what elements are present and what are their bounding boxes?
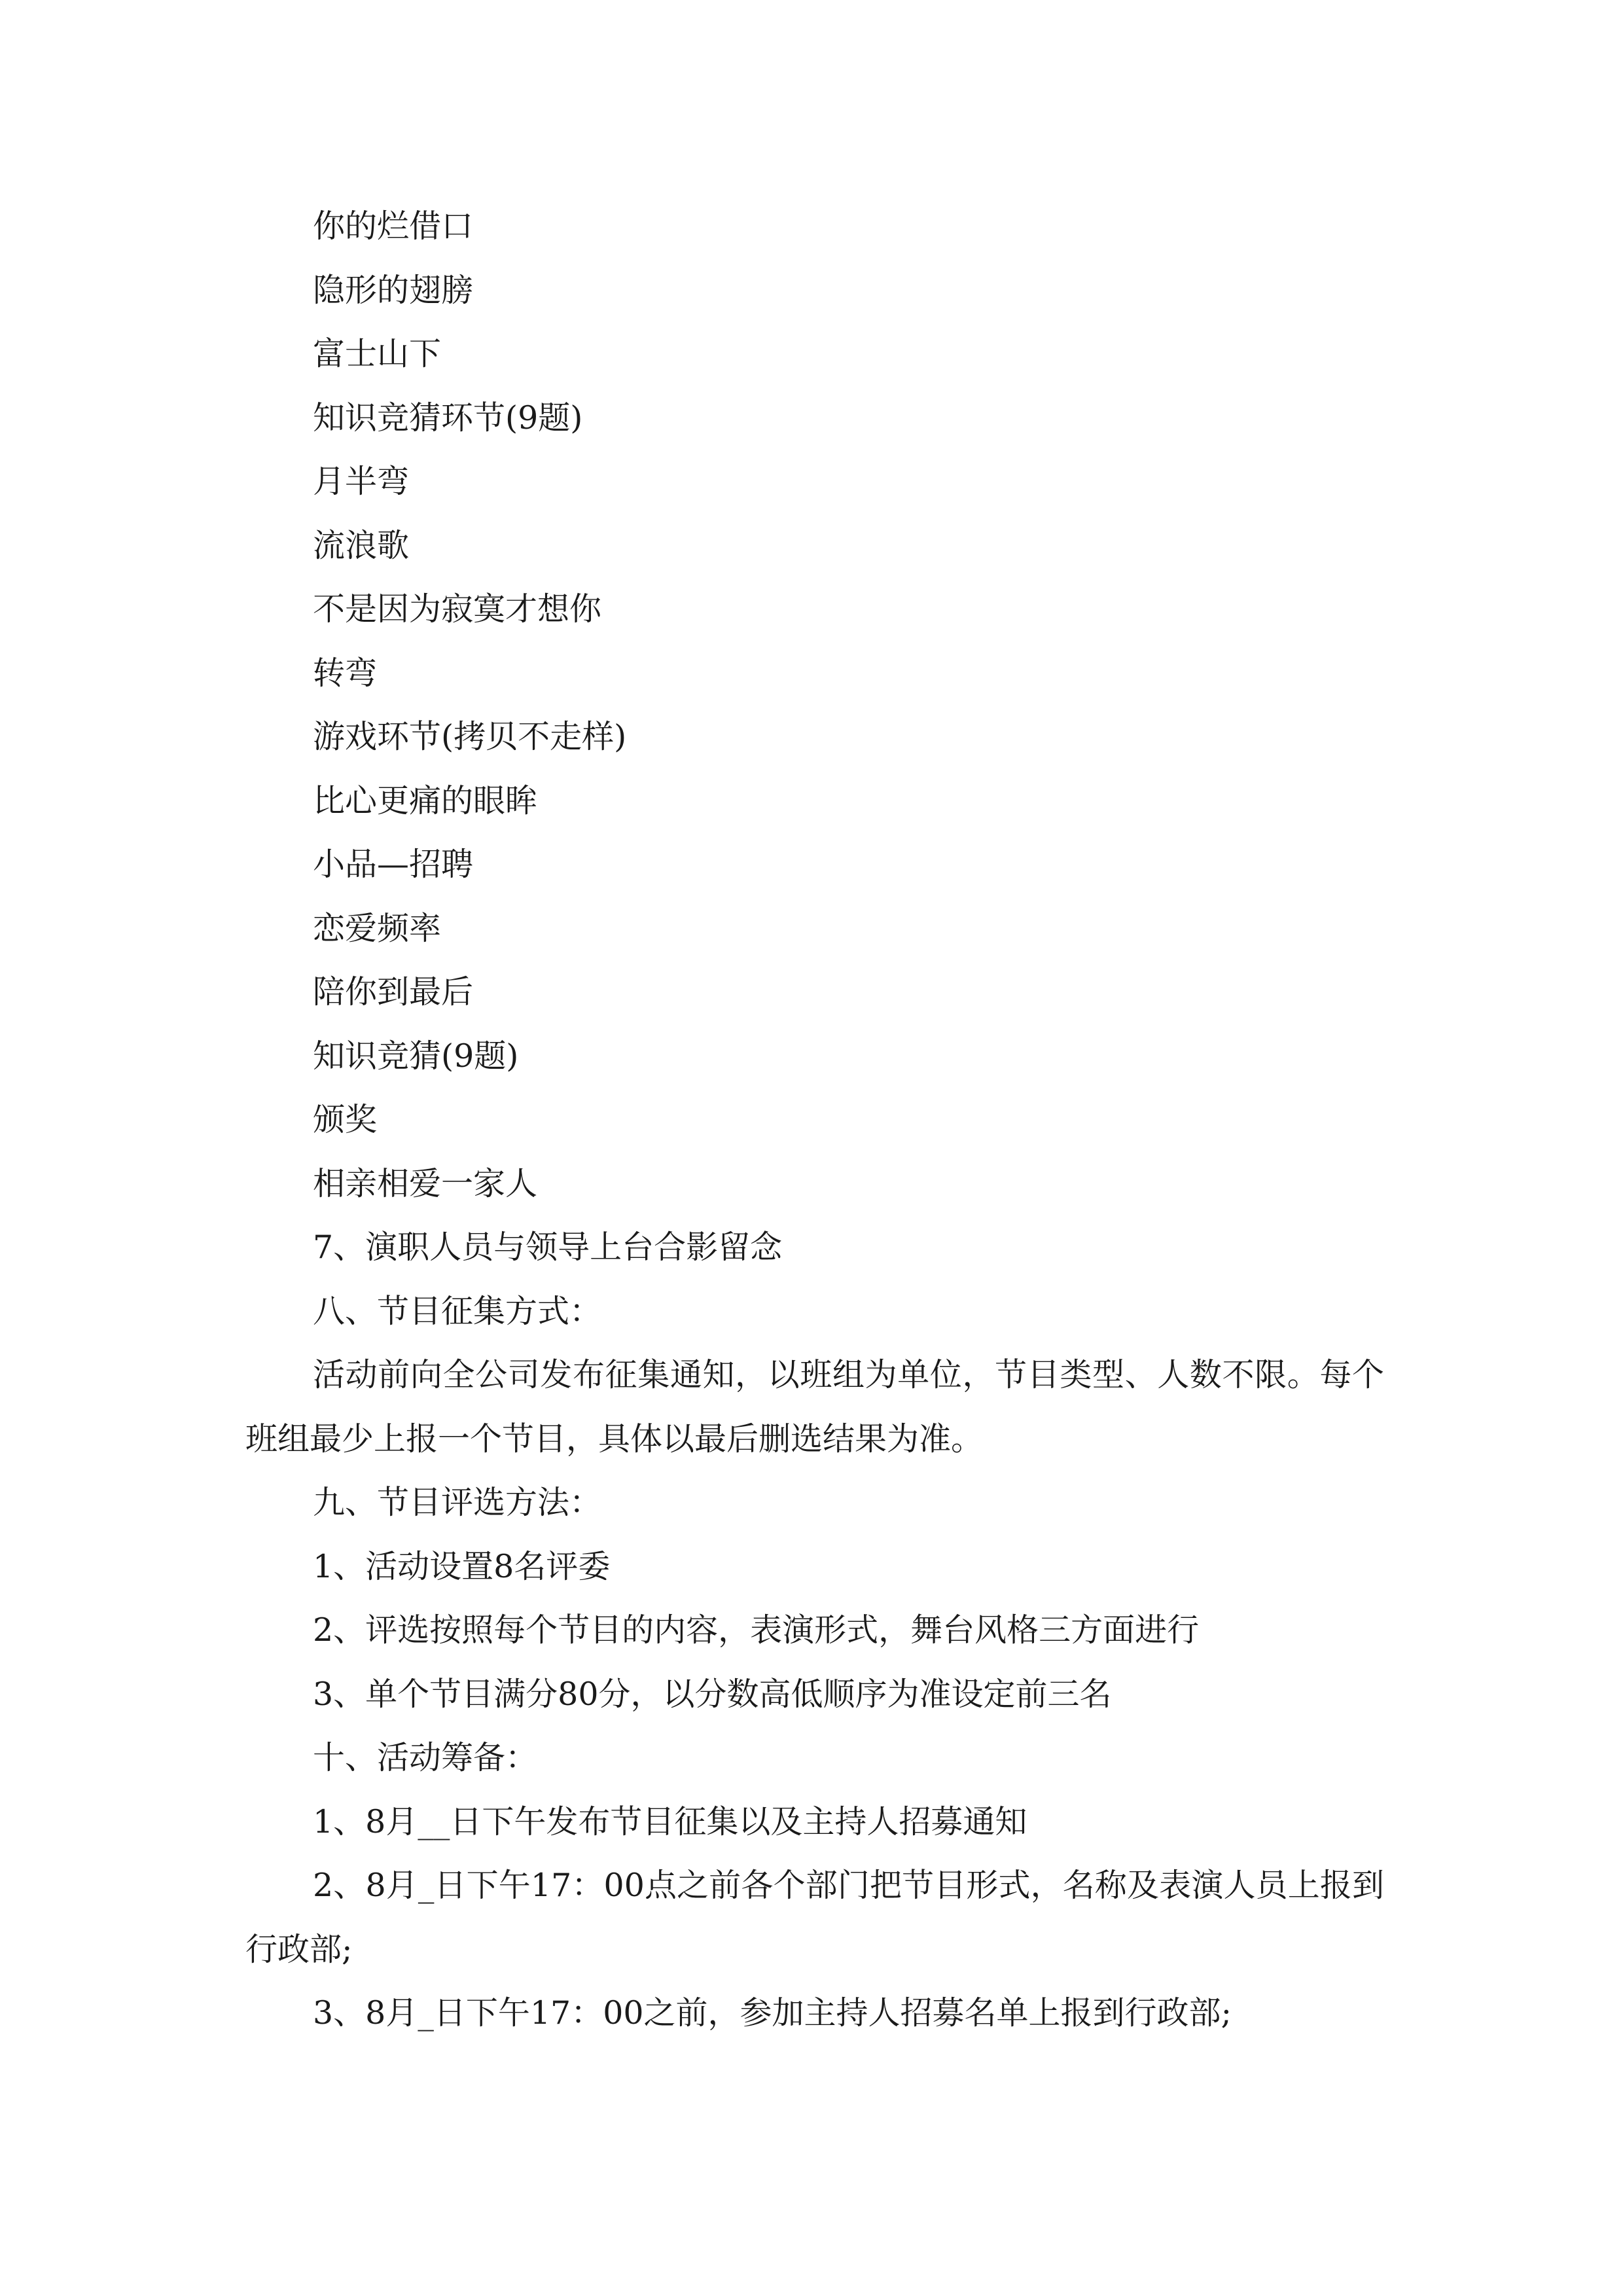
section-item: 1、8月__日下午发布节目征集以及主持人招募通知 [313, 1803, 1027, 1840]
section-heading-9: 九、节目评选方法： [313, 1484, 602, 1521]
section-paragraph-8: 活动前向全公司发布征集通知，以班组为单位，节目类型、人数不限。每个班组最少上报一个节目，具体以最后删选结果为准。 [245, 1356, 1384, 1458]
program-item: 相亲相爱一家人 [313, 1164, 538, 1202]
section-item: 2、8月_日下午17：00点之前各个部门把节目形式，名称及表演人员上报到行政部; [245, 1867, 1384, 1968]
section-heading-10: 十、活动筹备： [313, 1739, 538, 1776]
program-item: 转弯 [313, 654, 378, 692]
program-item: 月半弯 [313, 463, 410, 500]
closing-item: 7、演职人员与领导上台合影留念 [313, 1229, 783, 1266]
program-item: 比心更痛的眼眸 [313, 781, 538, 819]
section-item: 3、单个节目满分80分，以分数高低顺序为准设定前三名 [313, 1675, 1112, 1713]
program-item: 不是因为寂寞才想你 [313, 590, 602, 628]
program-item: 知识竞猜(9题) [313, 1037, 519, 1075]
program-item: 颁奖 [313, 1101, 378, 1138]
program-item: 恋爱频率 [313, 909, 442, 947]
section-item: 1、活动设置8名评委 [313, 1547, 611, 1585]
section-heading-8: 八、节目征集方式： [313, 1292, 602, 1330]
section-item: 3、8月_日下午17：00之前，参加主持人招募名单上报到行政部; [313, 1994, 1232, 2032]
document-body [245, 194, 1384, 2045]
section-item: 2、评选按照每个节目的内容，表演形式，舞台风格三方面进行 [313, 1611, 1200, 1649]
program-item: 陪你到最后 [313, 973, 474, 1011]
program-item: 富士山下 [313, 335, 442, 372]
program-item: 知识竞猜环节(9题) [313, 399, 583, 437]
program-item: 小品—招聘 [313, 846, 474, 883]
program-item: 你的烂借口 [313, 207, 474, 245]
program-item: 隐形的翅膀 [313, 271, 474, 309]
program-item: 游戏环节(拷贝不走样) [313, 718, 627, 755]
program-item: 流浪歌 [313, 526, 410, 564]
